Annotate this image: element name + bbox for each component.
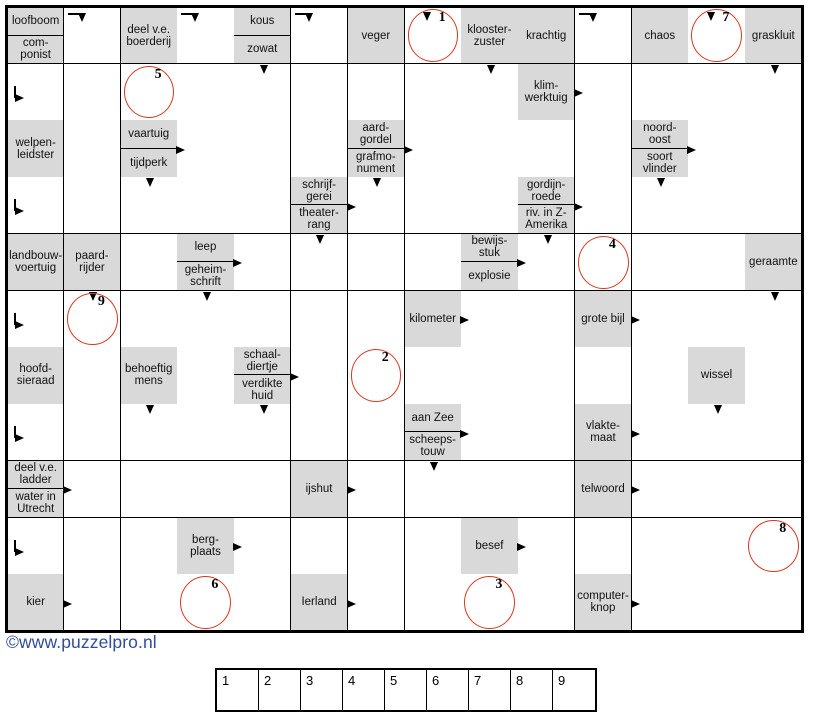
clue-text: leep: [177, 234, 233, 262]
solution-boxes: [215, 668, 597, 712]
clue-cell: [177, 518, 234, 575]
answer-cell[interactable]: [64, 347, 121, 404]
solution-box[interactable]: [511, 670, 553, 710]
clue-text: krachtig: [526, 29, 567, 42]
solution-box[interactable]: [217, 670, 259, 710]
answer-cell[interactable]: [688, 120, 745, 177]
clue-text: bewijs- stuk: [461, 234, 517, 262]
clue-cell: [7, 120, 64, 177]
answer-cell[interactable]: [291, 291, 348, 348]
arrow-right-icon: [574, 89, 583, 97]
clue-text: geraamte: [749, 256, 798, 269]
answer-cell[interactable]: [688, 518, 745, 575]
clue-text: computer- knop: [577, 590, 629, 615]
answer-cell[interactable]: [688, 461, 745, 518]
clue-cell: [7, 234, 64, 291]
answer-cell[interactable]: [234, 574, 291, 631]
crossword-grid: [7, 7, 802, 631]
clue-text: veger: [361, 29, 391, 42]
answer-cell[interactable]: [7, 404, 64, 461]
answer-cell[interactable]: [575, 120, 632, 177]
answer-cell[interactable]: [234, 461, 291, 518]
solution-box-number: 8: [516, 673, 524, 688]
solution-box[interactable]: [259, 670, 301, 710]
clue-text: vaartuig: [121, 120, 177, 148]
answer-cell[interactable]: [64, 177, 121, 234]
answer-cell[interactable]: [518, 347, 575, 404]
answer-cell[interactable]: [745, 461, 802, 518]
answer-cell[interactable]: [64, 404, 121, 461]
arrow-right-icon: [404, 146, 413, 154]
clue-text: chaos: [644, 29, 676, 42]
clue-cell: [745, 7, 802, 64]
solution-number: 9: [97, 293, 105, 309]
clue-text: landbouw- voertuig: [9, 250, 63, 275]
clue-text: behoeftig mens: [125, 363, 173, 388]
arrow-right-icon: [574, 203, 583, 211]
clue-cell: [291, 574, 348, 631]
arrow-right-icon: [63, 486, 72, 494]
answer-cell[interactable]: [121, 518, 178, 575]
answer-cell[interactable]: [121, 234, 178, 291]
clue-cell: [64, 234, 121, 291]
solution-number: 5: [154, 66, 162, 82]
solution-number: 3: [495, 577, 503, 593]
answer-cell[interactable]: [745, 518, 802, 575]
answer-cell[interactable]: [518, 120, 575, 177]
solution-box[interactable]: [427, 670, 469, 710]
arrow-down-icon: [657, 178, 665, 187]
answer-cell[interactable]: [7, 291, 64, 348]
answer-cell[interactable]: [405, 234, 462, 291]
solution-box-number: 4: [348, 673, 356, 688]
clue-text: schrijf- gerei: [291, 177, 347, 205]
answer-cell[interactable]: [177, 120, 234, 177]
clue-cell: [7, 574, 64, 631]
answer-cell[interactable]: [518, 404, 575, 461]
clue-cell: [7, 461, 64, 518]
answer-cell[interactable]: [461, 461, 518, 518]
clue-text: loofboom: [8, 8, 63, 36]
answer-cell[interactable]: [348, 64, 405, 121]
arrow-down-icon: [430, 462, 438, 471]
clue-text: grafmo- nument: [356, 150, 396, 175]
answer-cell[interactable]: [64, 64, 121, 121]
answer-cell[interactable]: [688, 574, 745, 631]
answer-cell[interactable]: [121, 64, 178, 121]
clue-text: paard- rijder: [75, 250, 109, 275]
clue-text: grote bijl: [581, 312, 625, 325]
solution-number: 4: [608, 236, 616, 252]
clue-cell: [234, 7, 291, 64]
arrow-right-icon: [233, 543, 242, 551]
answer-cell[interactable]: [234, 518, 291, 575]
arrow-right-icon: [176, 146, 185, 154]
arrow-right-icon: [631, 486, 640, 494]
answer-cell[interactable]: [291, 120, 348, 177]
clue-text: kilometer: [409, 312, 456, 325]
answer-cell[interactable]: [745, 404, 802, 461]
answer-cell[interactable]: [405, 120, 462, 177]
answer-cell[interactable]: [745, 120, 802, 177]
clue-text: klim- werktuig: [524, 79, 568, 104]
clue-cell: [348, 7, 405, 64]
clue-cell: [121, 347, 178, 404]
clue-text: noord- oost: [632, 120, 688, 148]
arrow-down-icon: [714, 405, 722, 414]
answer-cell[interactable]: [632, 574, 689, 631]
arrow-right-icon: [347, 486, 356, 494]
solution-box-number: 5: [390, 673, 398, 688]
clue-cell: [177, 234, 234, 291]
solution-box[interactable]: [385, 670, 427, 710]
solution-box[interactable]: [469, 670, 511, 710]
answer-cell[interactable]: [518, 574, 575, 631]
clue-text: zowat: [247, 43, 278, 56]
answer-cell[interactable]: [348, 461, 405, 518]
solution-number: 8: [779, 520, 787, 536]
clue-cell: [518, 7, 575, 64]
answer-cell[interactable]: [177, 574, 234, 631]
answer-cell[interactable]: [348, 291, 405, 348]
arrow-right-icon: [517, 259, 526, 267]
clue-cell: [405, 404, 462, 461]
clue-text: tijdperk: [130, 156, 168, 169]
answer-cell[interactable]: [688, 64, 745, 121]
answer-cell[interactable]: [177, 7, 234, 64]
answer-cell[interactable]: [688, 7, 745, 64]
solution-box[interactable]: [301, 670, 343, 710]
clue-text: telwoord: [581, 482, 625, 495]
answer-cell[interactable]: [177, 177, 234, 234]
answer-cell[interactable]: [291, 404, 348, 461]
solution-box[interactable]: [343, 670, 385, 710]
clue-cell: [348, 120, 405, 177]
solution-number: 1: [438, 10, 446, 25]
arrow-right-icon: [347, 203, 356, 211]
answer-cell[interactable]: [234, 177, 291, 234]
answer-cell[interactable]: [177, 461, 234, 518]
clue-text: explosie: [468, 270, 511, 283]
answer-cell[interactable]: [688, 234, 745, 291]
answer-cell[interactable]: [632, 64, 689, 121]
clue-text: verdikte huid: [242, 377, 283, 402]
answer-cell[interactable]: [518, 291, 575, 348]
clue-text: theater- rang: [299, 207, 339, 232]
arrow-right-icon: [460, 430, 469, 438]
solution-box-number: 3: [306, 673, 314, 688]
answer-cell[interactable]: [461, 120, 518, 177]
answer-cell[interactable]: [575, 64, 632, 121]
arrow-down-icon: [423, 12, 431, 21]
answer-cell[interactable]: [64, 120, 121, 177]
answer-cell[interactable]: [688, 291, 745, 348]
clue-cell: [745, 234, 802, 291]
answer-cell[interactable]: [348, 234, 405, 291]
arrow-down-icon: [260, 65, 268, 74]
answer-cell[interactable]: [291, 518, 348, 575]
arrow-right-icon: [631, 430, 640, 438]
answer-cell[interactable]: [64, 574, 121, 631]
answer-cell[interactable]: [632, 518, 689, 575]
clue-cell: [291, 461, 348, 518]
clue-cell: [518, 177, 575, 234]
answer-cell[interactable]: [7, 177, 64, 234]
arrow-right-icon: [63, 600, 72, 608]
solution-number: 7: [722, 10, 730, 25]
arrow-right-icon: [460, 316, 469, 324]
arrow-down-icon: [487, 65, 495, 74]
answer-cell[interactable]: [64, 518, 121, 575]
answer-cell[interactable]: [405, 347, 462, 404]
arrow-down-icon: [771, 65, 779, 74]
clue-text: scheeps- touw: [409, 434, 456, 459]
answer-cell[interactable]: [461, 177, 518, 234]
answer-cell[interactable]: [234, 120, 291, 177]
solution-box-number: 9: [558, 673, 566, 688]
answer-cell[interactable]: [632, 234, 689, 291]
answer-cell[interactable]: [405, 574, 462, 631]
clue-text: welpen- leidster: [15, 136, 56, 161]
answer-cell[interactable]: [64, 7, 121, 64]
clue-cell: [291, 177, 348, 234]
answer-cell[interactable]: [575, 177, 632, 234]
answer-cell[interactable]: [121, 291, 178, 348]
clue-text: Ierland: [301, 596, 337, 609]
clue-text: klooster- zuster: [467, 23, 512, 48]
clue-text: vlakte- maat: [586, 420, 620, 445]
answer-cell[interactable]: [575, 347, 632, 404]
answer-cell[interactable]: [234, 291, 291, 348]
clue-text: aard- gordel: [348, 120, 404, 148]
answer-cell[interactable]: [7, 64, 64, 121]
answer-cell[interactable]: [64, 461, 121, 518]
clue-cell: [575, 461, 632, 518]
answer-cell[interactable]: [575, 234, 632, 291]
clue-cell: [121, 7, 178, 64]
answer-cell[interactable]: [461, 291, 518, 348]
arrow-down-icon: [544, 235, 552, 244]
clue-text: berg- plaats: [190, 533, 221, 558]
clue-cell: [461, 234, 518, 291]
arrow-down-icon: [260, 405, 268, 414]
answer-cell[interactable]: [461, 574, 518, 631]
answer-cell[interactable]: [405, 7, 462, 64]
answer-cell[interactable]: [234, 234, 291, 291]
answer-cell[interactable]: [177, 347, 234, 404]
answer-cell[interactable]: [405, 518, 462, 575]
answer-cell[interactable]: [291, 7, 348, 64]
arrow-right-icon: [687, 146, 696, 154]
arrow-right-icon: [517, 543, 526, 551]
clue-cell: [405, 291, 462, 348]
clue-text: aan Zee: [405, 404, 461, 432]
solution-box[interactable]: [553, 670, 595, 710]
arrow-right-icon: [631, 600, 640, 608]
clue-text: kous: [234, 8, 290, 36]
solution-number: 6: [211, 577, 219, 593]
clue-cell: [461, 518, 518, 575]
arrow-down-icon: [316, 235, 324, 244]
clue-cell: [575, 404, 632, 461]
answer-cell[interactable]: [405, 64, 462, 121]
arrow-down-icon: [89, 292, 97, 301]
clue-text: soort vlinder: [642, 150, 677, 175]
answer-cell[interactable]: [461, 347, 518, 404]
arrow-down-icon: [707, 12, 715, 21]
arrow-right-icon: [233, 259, 242, 267]
clue-text: com- ponist: [20, 37, 51, 62]
answer-cell[interactable]: [745, 177, 802, 234]
clue-text: kier: [26, 596, 45, 609]
arrow-down-icon: [146, 405, 154, 414]
answer-cell[interactable]: [575, 518, 632, 575]
solution-number: 2: [381, 350, 389, 366]
answer-cell[interactable]: [348, 404, 405, 461]
clue-text: water in Utrecht: [15, 490, 56, 515]
answer-cell[interactable]: [177, 64, 234, 121]
answer-cell[interactable]: [632, 291, 689, 348]
clue-cell: [575, 291, 632, 348]
clue-text: geheim- schrift: [184, 264, 227, 289]
copyright-text: ©www.puzzelpro.nl: [6, 632, 157, 652]
clue-text: ijshut: [305, 482, 333, 495]
clue-cell: [7, 7, 64, 64]
clue-cell: [518, 64, 575, 121]
answer-cell[interactable]: [745, 574, 802, 631]
answer-cell[interactable]: [348, 347, 405, 404]
clue-cell: [7, 347, 64, 404]
clue-text: besef: [475, 539, 504, 552]
answer-cell[interactable]: [121, 574, 178, 631]
clue-text: deel v.e. ladder: [8, 461, 63, 489]
clue-text: graskluit: [751, 29, 795, 42]
solution-box-number: 6: [432, 673, 440, 688]
clue-text: schaal- diertje: [234, 347, 290, 375]
solution-box-number: 7: [474, 673, 482, 688]
clue-cell: [688, 347, 745, 404]
arrow-right-icon: [290, 373, 299, 381]
answer-cell[interactable]: [177, 404, 234, 461]
solution-box-number: 1: [222, 673, 230, 688]
answer-cell[interactable]: [461, 404, 518, 461]
clue-text: riv. in Z- Amerika: [525, 207, 568, 232]
answer-cell[interactable]: [121, 461, 178, 518]
answer-cell[interactable]: [518, 518, 575, 575]
clue-cell: [632, 120, 689, 177]
answer-cell[interactable]: [575, 7, 632, 64]
clue-cell: [575, 574, 632, 631]
answer-cell[interactable]: [7, 518, 64, 575]
solution-box-number: 2: [264, 673, 272, 688]
answer-cell[interactable]: [291, 64, 348, 121]
clue-text: wissel: [700, 369, 733, 382]
answer-cell[interactable]: [688, 177, 745, 234]
answer-cell[interactable]: [632, 404, 689, 461]
arrow-down-icon: [146, 178, 154, 187]
answer-cell[interactable]: [632, 461, 689, 518]
arrow-down-icon: [373, 178, 381, 187]
answer-cell[interactable]: [348, 518, 405, 575]
answer-cell[interactable]: [745, 347, 802, 404]
clue-cell: [461, 7, 518, 64]
arrow-right-icon: [631, 316, 640, 324]
clue-text: hoofd- sieraad: [16, 363, 55, 388]
clue-cell: [121, 120, 178, 177]
clue-text: gordijn- roede: [518, 177, 574, 205]
answer-cell[interactable]: [405, 177, 462, 234]
arrow-right-icon: [347, 600, 356, 608]
answer-cell[interactable]: [348, 574, 405, 631]
arrow-down-icon: [203, 292, 211, 301]
arrow-down-icon: [771, 292, 779, 301]
clue-text: deel v.e. boerderij: [126, 23, 172, 48]
answer-cell[interactable]: [291, 347, 348, 404]
clue-cell: [234, 347, 291, 404]
clue-cell: [632, 7, 689, 64]
answer-cell[interactable]: [632, 347, 689, 404]
answer-cell[interactable]: [518, 461, 575, 518]
